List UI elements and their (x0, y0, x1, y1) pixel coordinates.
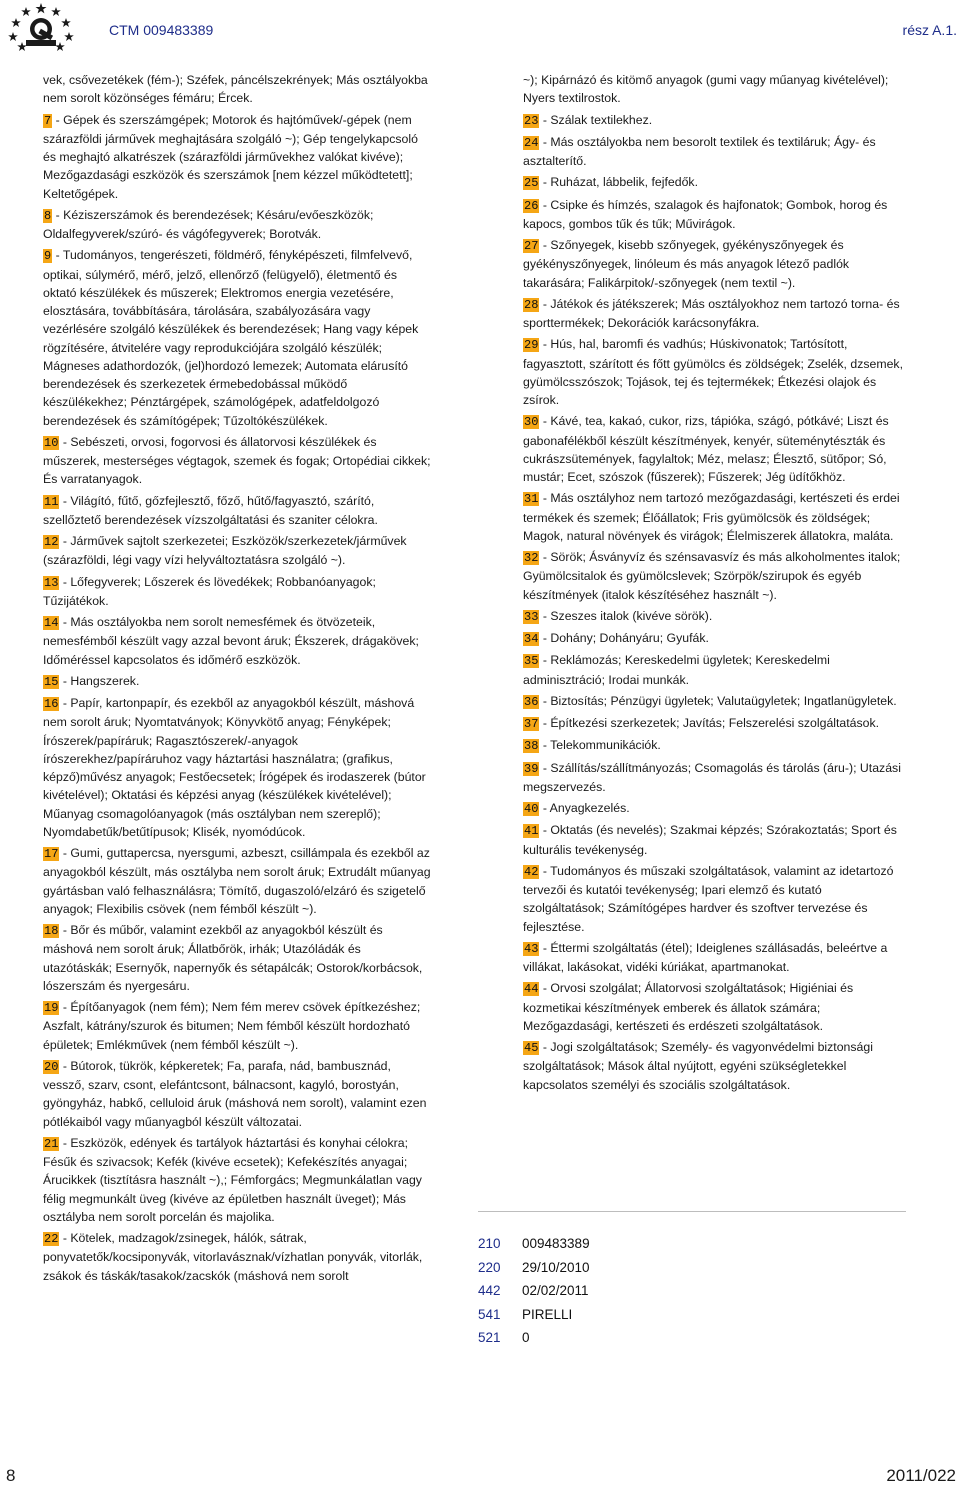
inid-value: 02/02/2011 (522, 1283, 589, 1299)
biblio-row (478, 1256, 590, 1280)
class-number: 40 (524, 802, 539, 816)
class-text: - Dohány; Dohányáru; Gyufák. (542, 631, 709, 645)
class-number: 42 (524, 864, 539, 879)
class-number: 16 (44, 697, 59, 711)
class-number: 26 (524, 198, 539, 213)
class-number: 13 (44, 575, 59, 590)
bibliographic-data (478, 1232, 590, 1350)
document-id: CTM 009483389 (109, 22, 214, 38)
class-text: - Telekommunikációk. (542, 738, 661, 753)
class-entry (523, 821, 906, 859)
class-number: 35 (524, 654, 539, 669)
class-number: 27 (524, 239, 539, 253)
class-entry (523, 335, 906, 409)
right-column (523, 71, 906, 1097)
class-entry (523, 736, 906, 755)
page-number: 8 (6, 1466, 16, 1485)
class-entry (523, 173, 906, 192)
continued-text: ~); Kipárnázó és kitömő anyagok (gumi vagy műanyag kivételével); Nyers textilrostok. (523, 73, 889, 106)
class-entry (523, 196, 906, 234)
biblio-row (478, 1326, 590, 1350)
class-text: - Reklámozás; Kereskedelmi ügyletek; Kereskedelmi adminisztráció; Irodai munkák. (523, 653, 830, 687)
class-entry (43, 246, 431, 430)
class-text: - Kéziszerszámok és berendezések; Késáru/evőeszközök; Oldalfegyverek/szúró- és vágófegyverek; Borotvák. (43, 207, 374, 241)
class-number: 45 (524, 1041, 539, 1055)
class-entry (523, 692, 906, 711)
class-text: - Más osztályokba nem sorolt nemesfémek és ötvözeteik, nemesfémből készült vagy azzal bevont áruk; Ékszerek, drágakövek; Időméréssel kapcsolatos és időmérő eszközök. (43, 615, 419, 667)
inid-value: PIRELLI (522, 1306, 573, 1322)
class-number: 37 (524, 717, 539, 731)
page-header (0, 0, 960, 52)
class-number: 41 (524, 824, 539, 839)
class-text: - Kötelek, madzagok/zsinegek, hálók, sátrak, ponyvatetők/kocsiponyvák, vitorlavásznak/vízhatlan ponyvák, vitorlák, zsákok és táskák/tasakok/zacskók (máshová nem sorolt (43, 1231, 423, 1283)
class-entry (523, 714, 906, 733)
class-text: - Papír, kartonpapír, és ezekből az anyagokból készült, máshová nem sorolt áruk; Nyomtatványok; Könyvkötő anyag; Fényképek; Írószerek/papíráruk; Ragasztószerek/-anyagok írószerekhez/papíráruhoz vagy háztartási használatra; (grafikus, képző)művész anyagok; Festőecsetek; Írógépek és irodaszerek (bútor kivételével); Oktatási és képzési anyag (készülékek kivételével); Műanyag csomagolóanyagok (más osztályban nem szereplő); Nyomdabetűk/betűtípusok; Klisék, nyomódúcok. (43, 696, 426, 839)
class-text: - Hús, hal, baromfi és vadhús; Húskivonatok; Tartósított, fagyasztott, szárított és főtt gyümölcs és zöldségek; Zselék, dzsemek, gyümölcsszószok; Tojások, tej és tejtermékek; Étkezési olajok és zsírok. (523, 337, 903, 407)
class-number: 29 (524, 338, 539, 353)
class-number: 32 (524, 551, 539, 565)
class-entry (523, 489, 906, 545)
class-text: - Más osztályhoz nem tartozó mezőgazdasági, kertészeti és erdei termékek és szemek; Élőállatok; Fris gyümölcsök és zöldségek; Magok, natural növények és virágok; Élelmiszerek állatokra, maláta. (523, 491, 900, 543)
class-text: - Szőnyegek, kisebb szőnyegek, gyékényszőnyegek és gyékényszőnyegek, linóleum és más anyagok létező padlók takarására; Falikárpitok/-szőnyegek (nem textil ~). (523, 238, 850, 290)
class-entry (43, 206, 431, 244)
class-number: 10 (44, 435, 59, 450)
class-number: 18 (44, 924, 59, 938)
class-text: - Sörök; Ásványvíz és szénsavasvíz és más alkoholmentes italok; Gyümölcsitalok és gyümölcslevek; Szörpök/szirupok és egyéb készítmények (italok készítéséhez használt ~). (523, 550, 901, 602)
class-text: - Építőanyagok (nem fém); Nem fém merev csövek építkezéshez; Aszfalt, kátrány/szurok és bitumen; Nem fémből készült hordozható épületek; Emlékművek (nem fémből készült ~). (43, 1000, 421, 1052)
class-number: 7 (44, 113, 52, 128)
class-number: 39 (524, 761, 539, 776)
class-text: - Lőfegyverek; Lőszerek és lövedékek; Robbanóanyagok; Tűzijátékok. (43, 574, 376, 608)
class-text: - Éttermi szolgáltatás (étel); Ideiglenes szállásadás, beleértve a villákat, lakásokat, vidéki kúriákat, apartmanokat. (523, 940, 888, 974)
class-entry (43, 844, 431, 918)
class-text: - Járművek sajtolt szerkezetei; Eszközök/szerkezetek/járművek (szárazföldi, légi vagy vízi helyváltoztatásra szolgáló ~). (43, 534, 407, 568)
continued-text: vek, csővezetékek (fém-); Széfek, páncélszekrények; Más osztályokba nem sorolt közönséges fémáru; Ércek. (43, 73, 428, 106)
inid-code: 210 (478, 1236, 501, 1252)
class-entry (43, 111, 431, 203)
class-text: - Más osztályokba nem besorolt textilek és textiláruk; Ágy- és asztalterítő. (523, 134, 876, 168)
class-entry (43, 1057, 431, 1131)
class-entry (523, 862, 906, 936)
class-text: - Szeszes italok (kivéve sörök). (542, 608, 713, 623)
inid-code: 541 (478, 1306, 501, 1322)
class-text: - Tudományos, tengerészeti, földmérő, fényképészeti, filmfelvevő, optikai, súlymérő, mérő, jelző, ellenőrző (felügyelő), életmentő és oktató készülékek és műszerek; Elektromos energia vezetésére, elosztására, továbbítására, tárolására, szabályozására vagy vezérlésére szolgáló készülékek és berendezések; Hang vagy képek rögzítésére, átvitelére vagy reprodukciójára szolgáló készülék; Mágneses adathordozók, (jel)hordozó lemezek; Automata elárusító berendezések és szerkezetek érmebedobással működő készülékekhez; Pénztárgépek, számológépek, adatfeldolgozó berendezések és számítógépek; Tűzoltókészülékek. (43, 248, 419, 428)
section-divider (478, 1211, 906, 1212)
class-text: - Kávé, tea, kakaó, cukor, rizs, tápióka, szágó, pótkávé; Liszt és gabonafélékből készült készítmények, kenyér, süteménytészták és cukrászsütemények, fagylaltok; Méz, melasz; Élesztő, sütőpor; Só, mustár; Ecet, szószok (fűszerek); Fűszerek; Jég üdítőkhöz. (523, 414, 889, 484)
inid-code: 442 (478, 1283, 501, 1299)
class-number: 43 (524, 941, 539, 956)
class-text: - Játékok és játékszerek; Más osztályokhoz nem tartozó torna- és sporttermékek; Dekorációk karácsonyfákra. (523, 296, 900, 330)
class-number: 24 (524, 135, 539, 150)
class-entry (43, 573, 431, 611)
inid-value: 29/10/2010 (522, 1259, 590, 1275)
biblio-row (478, 1232, 590, 1256)
class-entry (523, 799, 906, 818)
class-text: - Gumi, guttapercsa, nyersgumi, azbeszt, csillámpala és ezekből az anyagokból készült, más osztályba nem sorolt áruk; Extrudált műanyag gyártásban való felhasználásra; Tömítő, dugaszoló/elzáró és szigetelő anyagok; Flexibilis csövek (nem fémből készült ~). (43, 846, 431, 916)
class-entry (523, 759, 906, 797)
class-number: 17 (44, 847, 59, 861)
class-text: - Biztosítás; Pénzügyi ügyletek; Valutaügyletek; Ingatlanügyletek. (542, 693, 897, 708)
biblio-row (478, 1279, 590, 1303)
inid-value: 0 (522, 1330, 530, 1346)
biblio-row (478, 1303, 590, 1327)
class-entry (523, 607, 906, 626)
class-number: 34 (524, 632, 539, 646)
class-number: 44 (524, 982, 539, 997)
class-number: 23 (524, 113, 539, 128)
class-text: - Bútorok, tükrök, képkeretek; Fa, parafa, nád, bambusznád, vessző, szarv, csont, elefántcsont, bálnacsont, kagyló, borostyán, gyöngyház, habkő, celluloid áruk (máshová nem sorolt), valamint ezen pótlékaiból vagy műanyagból készült változatai. (43, 1058, 427, 1129)
class-entry (523, 412, 906, 486)
class-entry (43, 1134, 431, 1226)
class-entry (523, 133, 906, 171)
class-number: 9 (44, 249, 52, 264)
class-text: - Anyagkezelés. (542, 801, 630, 815)
class-entry (43, 1229, 431, 1285)
class-text: - Orvosi szolgálat; Állatorvosi szolgáltatások; Higiéniai és kozmetikai készítmények emberek és állatok számára; Mezőgazdasági, kertészeti és erdészeti szolgáltatások. (523, 981, 854, 1033)
class-entry (43, 613, 431, 669)
class-text: - Ruházat, lábbelik, fejfedők. (542, 175, 698, 190)
class-entry (43, 532, 431, 570)
class-entry (523, 1038, 906, 1094)
class-text: - Eszközök, edények és tartályok háztartási és konyhai célokra; Fésűk és szivacsok; Kefék (kivéve ecsetek); Kefekészítés anyagai; Árucikkek (tisztításra használt ~),; Fémforgács; Megmunkálatlan vagy félig megmunkált üveg (kivéve az épületben használt üveget); Más osztályba nem sorolt porcelán és majolika. (43, 1135, 422, 1224)
class-entry (523, 236, 906, 292)
inid-code: 220 (478, 1259, 501, 1275)
inid-value: 009483389 (522, 1236, 590, 1252)
class-number: 19 (44, 1001, 59, 1015)
class-entry (523, 939, 906, 977)
class-number: 15 (44, 674, 59, 689)
class-text: - Bőr és műbőr, valamint ezekből az anyagokból készült és máshová nem sorolt áruk; Állatbőrök, irhák; Utazóládák és utazótáskák; Esernyők, napernyők és sétapálcák; Ostorok/korbácsok, lószerszám és nyergesáru. (43, 923, 423, 993)
class-text: - Világító, fűtő, gőzfejlesztő, főző, hűtő/fagyasztó, szárító, szellőztető berendezések vízszolgáltatási és szaniter célokra. (43, 493, 378, 527)
part-label: rész A.1. (902, 22, 957, 38)
class-number: 20 (44, 1059, 59, 1074)
class-text: - Oktatás (és nevelés); Szakmai képzés; Szórakoztatás; Sport és kulturális tevékenység. (523, 823, 897, 857)
class-text: - Hangszerek. (62, 673, 140, 688)
class-number: 38 (524, 739, 539, 754)
class-text: - Csipke és hímzés, szalagok és hajfonatok; Gombok, horog és kapocs, gombos tűk és tűk; Művirágok. (523, 197, 888, 231)
class-number: 25 (524, 176, 539, 191)
class-text: - Sebészeti, orvosi, fogorvosi és állatorvosi készülékek és műszerek, mesterséges végtagok, szemek és fogak; Ortopédiai cikkek; És varratanyagok. (43, 434, 431, 487)
class-number: 22 (44, 1232, 59, 1246)
class-number: 33 (524, 609, 539, 624)
class-entry (523, 548, 906, 604)
class-number: 28 (524, 297, 539, 312)
class-text: - Szálak textilekhez. (542, 112, 653, 127)
class-number: 11 (44, 494, 59, 509)
class-text: - Jogi szolgáltatások; Személy- és vagyonvédelmi biztonsági szolgáltatások; Mások által nyújtott, egyéni szükségletekkel kapcsolatos személyi és szociális szolgáltatások. (523, 1040, 873, 1092)
class-text: - Szállítás/szállítmányozás; Csomagolás és tárolás (áru-); Utazási megszervezés. (523, 760, 901, 794)
class-entry (523, 629, 906, 648)
class-number: 14 (44, 616, 59, 630)
class-number: 21 (44, 1136, 59, 1151)
class-entry (43, 694, 431, 841)
class-entry (43, 433, 431, 489)
class-text: - Építkezési szerkezetek; Javítás; Felszerelési szolgáltatások. (542, 716, 880, 730)
class-text: - Gépek és szerszámgépek; Motorok és hajtóművek/-gépek (nem szárazföldi járművek meghajtására szolgáló ~); Gép tengelykapcsoló és meghajtó alkatrészek (szárazföldi járművekhez valókat kivéve); Mezőgazdasági eszközök és szerszámok [nem kézzel működtetett]; Keltetőgépek. (43, 112, 418, 201)
class-number: 36 (524, 694, 539, 709)
class-entry (523, 295, 906, 333)
issue-number: 2011/022 (886, 1466, 956, 1485)
class-number: 30 (524, 415, 539, 430)
class-entry (43, 492, 431, 530)
inid-code: 521 (478, 1330, 501, 1346)
class-number: 12 (44, 535, 59, 549)
class-entry (43, 672, 431, 691)
class-entry (523, 979, 906, 1035)
class-text: - Tudományos és műszaki szolgáltatások, valamint az idetartozó tervezői és kutatói tevékenység; Ipari elemző és kutató szolgáltatások; Számítógépes hardver és szoftver tervezése és fejlesztése. (523, 863, 894, 934)
class-entry (43, 921, 431, 995)
class-entry (523, 651, 906, 689)
class-number: 31 (524, 492, 539, 507)
class-entry (523, 111, 906, 130)
euipo-logo (4, 2, 78, 52)
class-entry (43, 998, 431, 1054)
class-number: 8 (44, 208, 52, 223)
left-column (43, 71, 431, 1288)
